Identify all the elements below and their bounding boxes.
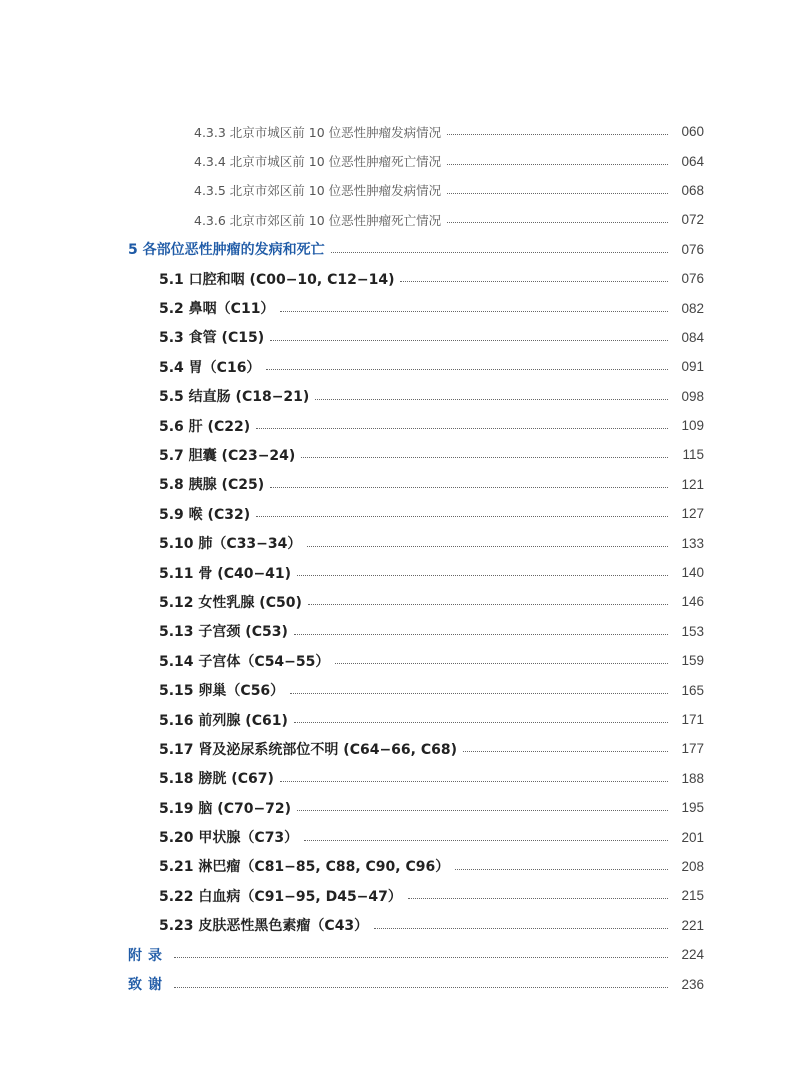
toc-entry-5-3[interactable] — [0, 323, 800, 352]
table-of-contents — [0, 117, 800, 999]
dot-leader — [463, 751, 668, 752]
dot-leader — [447, 164, 668, 165]
toc-entry-label: 5.8 胰腺 (C25) — [159, 477, 265, 494]
dot-leader — [174, 957, 668, 958]
dot-leader — [307, 546, 668, 547]
dot-leader — [447, 222, 668, 223]
toc-page-number: 109 — [681, 418, 704, 434]
toc-entry-label: 5.15 卵巢（C56） — [159, 683, 285, 700]
toc-page-number: 159 — [681, 653, 704, 669]
dot-leader — [400, 281, 668, 282]
toc-entry-label: 5.2 鼻咽（C11） — [159, 301, 275, 318]
toc-entry-5-6[interactable] — [0, 411, 800, 440]
toc-page-number: 140 — [681, 565, 704, 581]
dot-leader — [374, 928, 668, 929]
toc-entry-5-14[interactable] — [0, 646, 800, 675]
dot-leader — [256, 428, 668, 429]
toc-entry-label: 5.21 淋巴瘤（C81−85, C88, C90, C96） — [159, 859, 450, 876]
dot-leader — [408, 898, 668, 899]
toc-page-number: 208 — [681, 858, 704, 874]
toc-entry-5-8[interactable] — [0, 470, 800, 499]
toc-page-number: 171 — [681, 712, 704, 727]
dot-leader — [335, 663, 668, 664]
toc-page-number: 115 — [682, 447, 704, 463]
toc-entry-label: 5.18 膀胱 (C67) — [159, 771, 274, 788]
toc-entry-5-5[interactable] — [0, 382, 800, 411]
toc-page-number: 133 — [681, 535, 704, 551]
toc-entry-label: 4.3.5 北京市郊区前 10 位恶性肿瘤发病情况 — [194, 183, 442, 199]
dot-leader — [455, 869, 668, 870]
dot-leader — [270, 487, 668, 488]
dot-leader — [297, 575, 668, 576]
toc-entry-5-18[interactable] — [0, 764, 800, 793]
toc-page-number: 091 — [681, 359, 704, 375]
toc-entry-5-9[interactable] — [0, 499, 800, 528]
toc-entry-label: 5.19 脑 (C70−72) — [159, 800, 292, 817]
toc-entry-label: 4.3.3 北京市城区前 10 位恶性肿瘤发病情况 — [194, 124, 442, 140]
toc-page-number: 177 — [681, 741, 704, 757]
toc-page-number: 221 — [681, 917, 704, 933]
toc-page-number: 076 — [681, 271, 704, 287]
toc-entry-5-21[interactable] — [0, 852, 800, 881]
toc-entry-label: 5.16 前列腺 (C61) — [159, 712, 288, 729]
dot-leader — [308, 604, 668, 605]
toc-entry-label: 5.7 胆囊 (C23−24) — [159, 447, 296, 464]
toc-page-number: 236 — [681, 976, 704, 992]
toc-entry-5-2[interactable] — [0, 293, 800, 322]
toc-entry-4-3-6[interactable] — [0, 205, 800, 234]
toc-page-number: 215 — [681, 888, 704, 904]
toc-chapter-label: 5 各部位恶性肿瘤的发病和死亡 — [128, 242, 325, 259]
dot-leader — [297, 810, 668, 811]
toc-appendix-label: 附录 — [128, 947, 168, 964]
dot-leader — [315, 399, 668, 400]
toc-page-number: 165 — [681, 682, 704, 698]
dot-leader — [256, 516, 668, 517]
toc-entry-5-11[interactable] — [0, 558, 800, 587]
toc-entry-4-3-4[interactable] — [0, 146, 800, 175]
toc-entry-5-20[interactable] — [0, 822, 800, 851]
toc-entry-label: 5.11 骨 (C40−41) — [159, 565, 292, 582]
toc-page-number: 068 — [681, 182, 704, 198]
toc-entry-label: 5.23 皮肤恶性黑色素瘤（C43） — [159, 918, 369, 935]
toc-page-number: 084 — [681, 329, 704, 345]
toc-entry-5-13[interactable] — [0, 617, 800, 646]
toc-entry-5-17[interactable] — [0, 734, 800, 763]
toc-entry-5-1[interactable] — [0, 264, 800, 293]
toc-page-number: 127 — [681, 506, 704, 522]
toc-entry-label: 5.4 胃（C16） — [159, 359, 261, 376]
toc-entry-label: 5.14 子宫体（C54−55） — [159, 653, 330, 670]
dot-leader — [447, 134, 668, 135]
toc-entry-label: 4.3.4 北京市城区前 10 位恶性肿瘤死亡情况 — [194, 154, 442, 170]
toc-entry-label: 5.12 女性乳腺 (C50) — [159, 594, 302, 611]
toc-entry-label: 5.5 结直肠 (C18−21) — [159, 389, 310, 406]
toc-entry-5-19[interactable] — [0, 793, 800, 822]
toc-entry-label: 5.13 子宫颈 (C53) — [159, 624, 288, 641]
dot-leader — [290, 693, 668, 694]
toc-page-number: 082 — [681, 300, 704, 316]
dot-leader — [280, 781, 668, 782]
dot-leader — [331, 252, 668, 253]
toc-entry-5-12[interactable] — [0, 587, 800, 616]
toc-entry-5-7[interactable] — [0, 440, 800, 469]
toc-page-number: 195 — [681, 800, 704, 816]
toc-page-number: 064 — [681, 153, 704, 169]
toc-appendix[interactable] — [0, 940, 800, 969]
dot-leader — [294, 634, 668, 635]
dot-leader — [270, 340, 668, 341]
toc-entry-5-23[interactable] — [0, 911, 800, 940]
toc-entry-label: 5.10 肺（C33−34） — [159, 536, 302, 553]
toc-entry-label: 5.6 肝 (C22) — [159, 418, 251, 435]
toc-page-number: 121 — [681, 476, 704, 492]
toc-acknowledgements-label: 致谢 — [128, 977, 168, 994]
toc-entry-label: 4.3.6 北京市郊区前 10 位恶性肿瘤死亡情况 — [194, 212, 442, 228]
toc-entry-5-10[interactable] — [0, 528, 800, 557]
toc-entry-5-22[interactable] — [0, 881, 800, 910]
toc-entry-label: 5.3 食管 (C15) — [159, 330, 265, 347]
toc-chapter-5[interactable] — [0, 235, 800, 264]
toc-entry-4-3-5[interactable] — [0, 176, 800, 205]
dot-leader — [304, 840, 668, 841]
toc-page-number: 188 — [681, 770, 704, 786]
dot-leader — [301, 457, 668, 458]
toc-entry-label: 5.9 喉 (C32) — [159, 506, 251, 523]
toc-entry-5-15[interactable] — [0, 675, 800, 704]
toc-page-number: 153 — [681, 623, 704, 639]
toc-page-number: 224 — [681, 947, 704, 963]
toc-page-number: 072 — [681, 212, 704, 228]
toc-page-number: 146 — [681, 594, 704, 610]
toc-entry-4-3-3[interactable] — [0, 117, 800, 146]
toc-page-number: 201 — [681, 829, 704, 845]
toc-entry-5-16[interactable] — [0, 705, 800, 734]
toc-entry-5-4[interactable] — [0, 352, 800, 381]
toc-entry-label: 5.17 肾及泌尿系统部位不明 (C64−66, C68) — [159, 741, 458, 758]
toc-entry-label: 5.1 口腔和咽 (C00−10, C12−14) — [159, 271, 395, 288]
toc-entry-label: 5.20 甲状腺（C73） — [159, 830, 299, 847]
toc-page-number: 098 — [681, 388, 704, 404]
toc-acknowledgements[interactable] — [0, 969, 800, 998]
dot-leader — [294, 722, 668, 723]
dot-leader — [266, 369, 668, 370]
dot-leader — [280, 311, 668, 312]
toc-entry-label: 5.22 白血病（C91−95, D45−47） — [159, 888, 402, 905]
toc-page-number: 060 — [681, 124, 704, 140]
dot-leader — [174, 987, 668, 988]
toc-page-number: 076 — [681, 241, 704, 257]
dot-leader — [447, 193, 668, 194]
